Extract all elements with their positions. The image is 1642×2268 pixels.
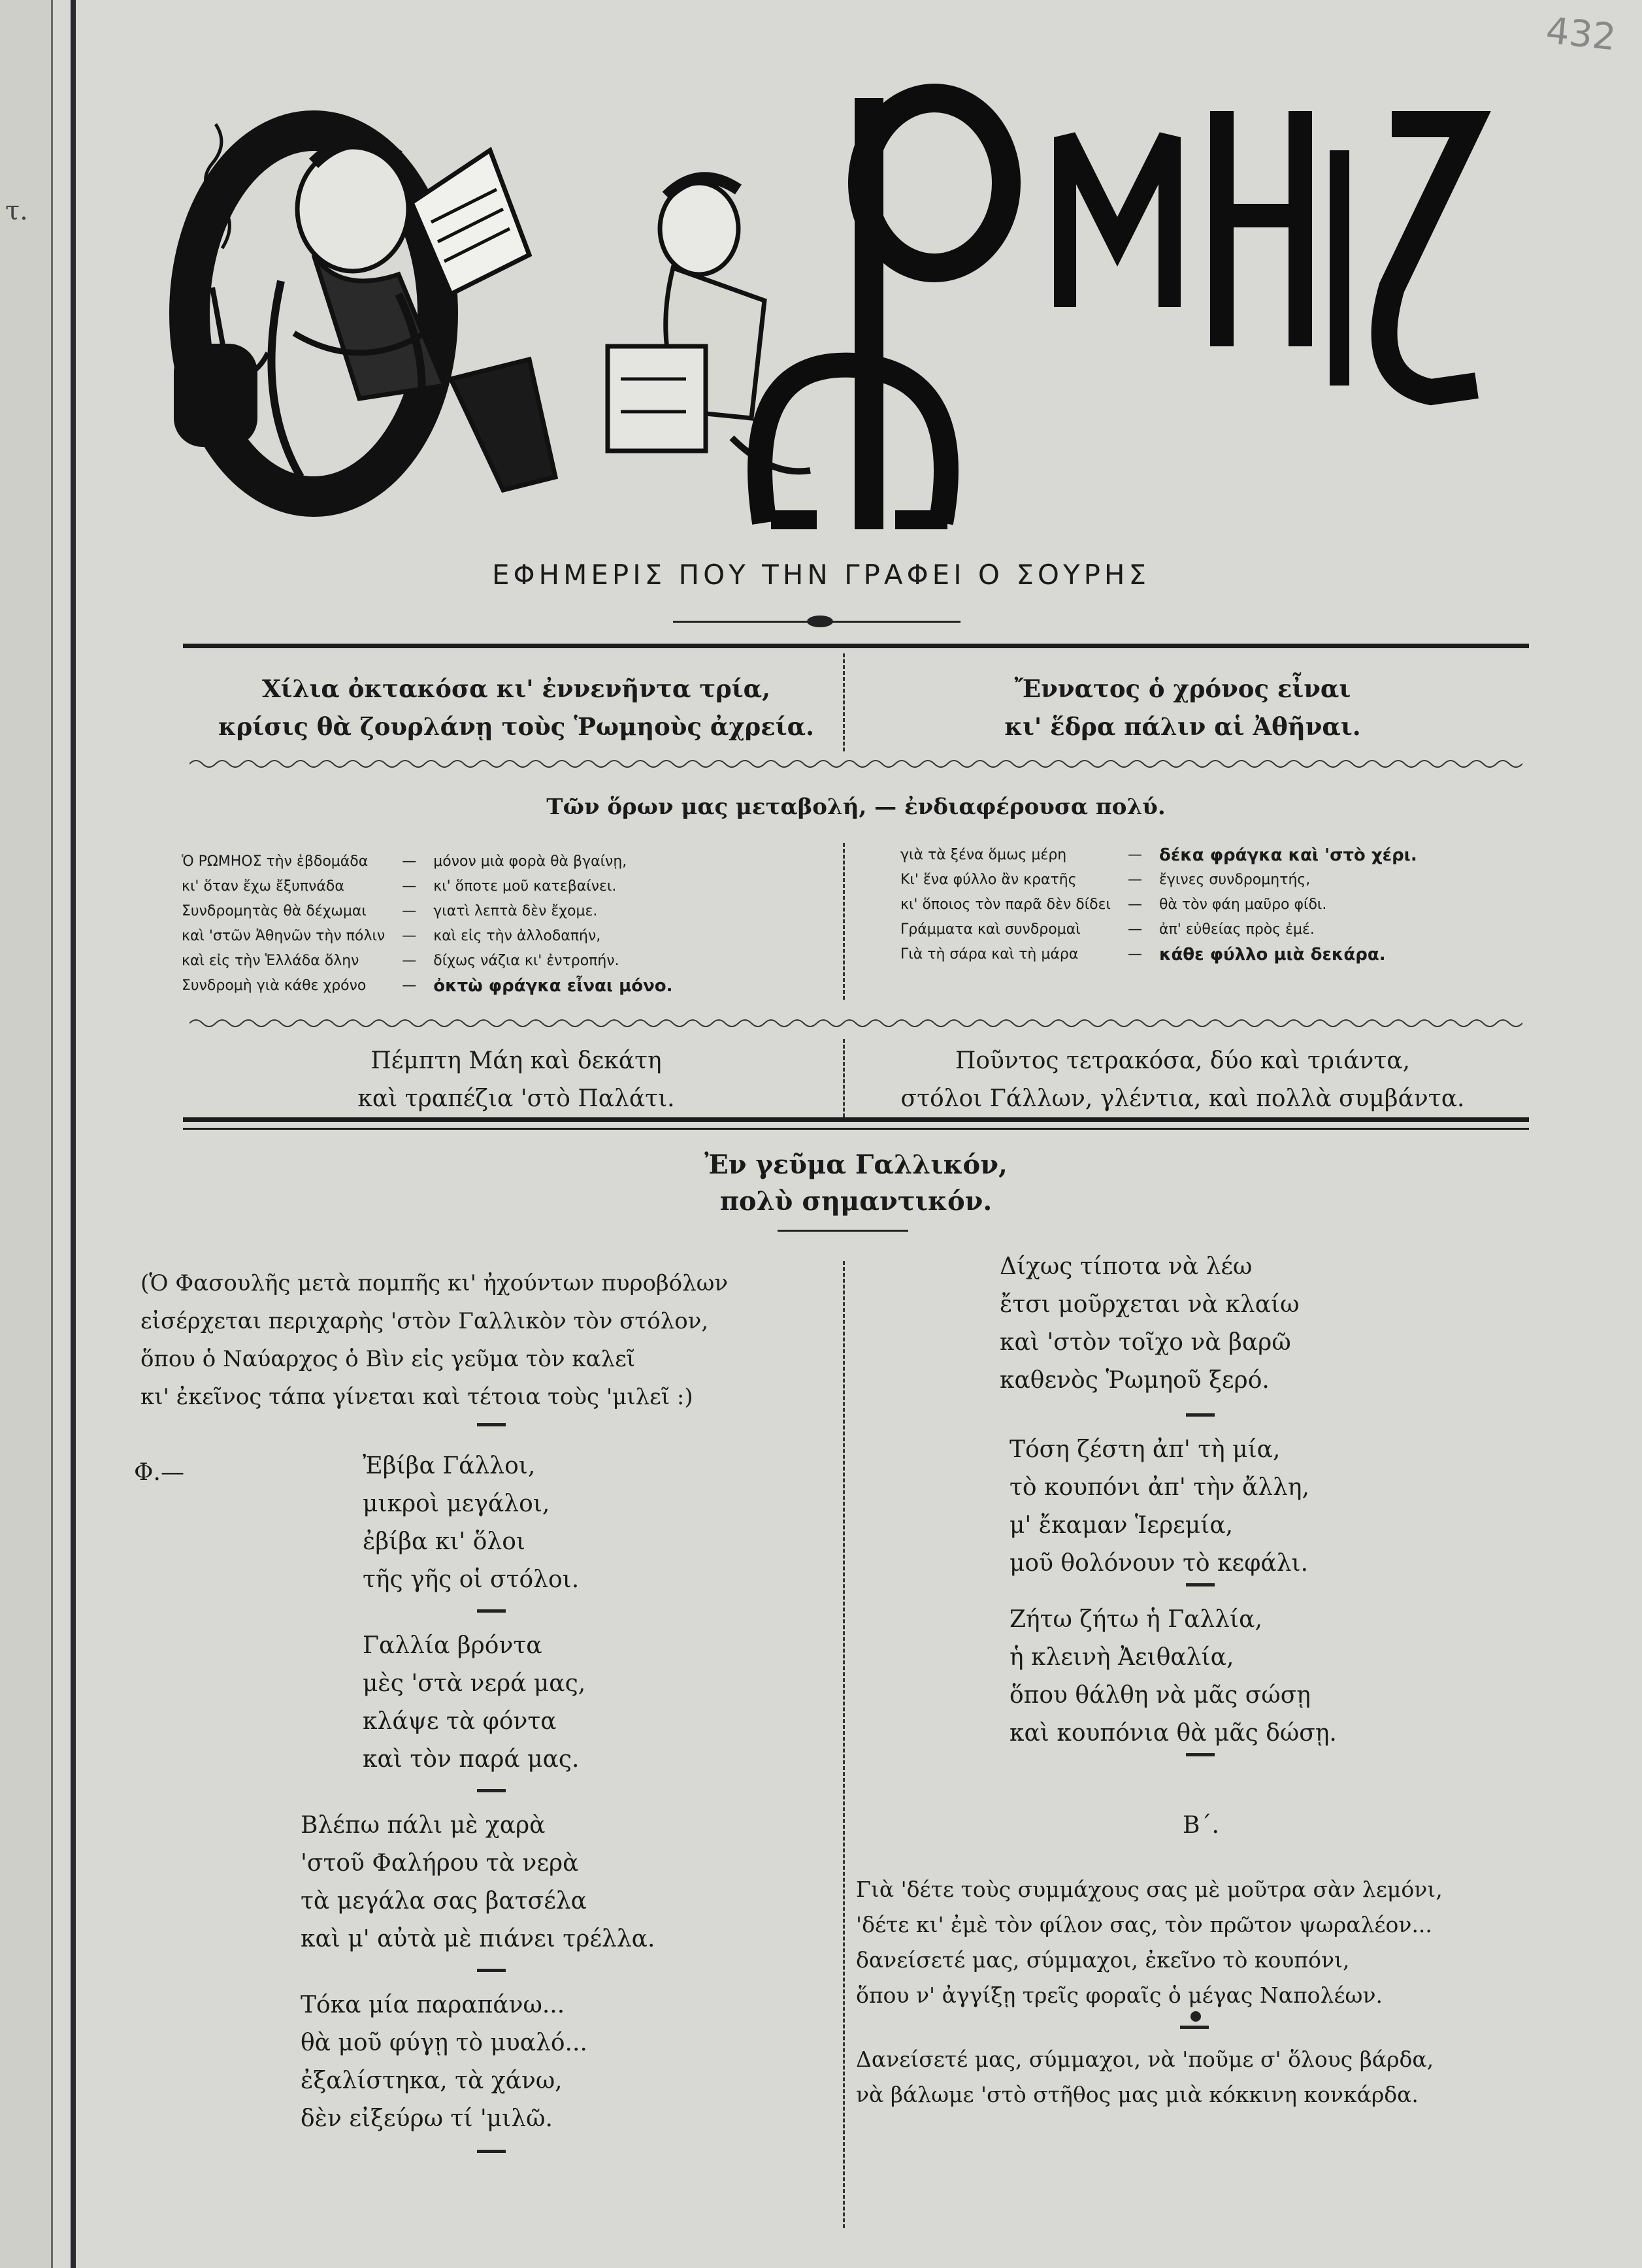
terms-row <box>895 893 1422 917</box>
poem-line: νὰ βάλωμε 'στὸ στῆθος μας μιὰ κόκκινη κονκάρδα. <box>856 2082 1419 2107</box>
right-stanza-1 <box>1000 1248 1299 1400</box>
terms-row <box>895 868 1422 893</box>
folio-number: 432 <box>1544 9 1618 59</box>
poem-line: Δανείσετέ μας, σύμμαχοι, νὰ 'ποῦμε σ' ὅλους βάρδα, <box>856 2046 1434 2072</box>
terms-cell: ἔγινες συνδρομητής, <box>1158 872 1311 888</box>
page-binding <box>0 0 53 2268</box>
terms-dash: — <box>402 853 417 870</box>
title-letters <box>760 98 1477 529</box>
article-title-line: Ἐν γεῦμα Γαλλικόν, <box>704 1149 1008 1180</box>
terms-left-table <box>176 849 678 998</box>
section-b-stanza-1 <box>856 1872 1443 2013</box>
poem-line: Ἐβίβα Γάλλοι, <box>363 1453 536 1479</box>
terms-cell: κι' ὅταν ἔχω ἔξυπνάδα <box>182 878 344 895</box>
terms-cell: γιὰ τὰ ξένα ὅμως μέρη <box>900 847 1067 863</box>
terms-row <box>176 874 678 899</box>
speaker-label: Φ.— <box>134 1459 184 1486</box>
stanza-separator <box>477 1969 506 1972</box>
poem-line: τῆς γῆς οἱ στόλοι. <box>363 1566 580 1593</box>
terms-dash: — <box>402 928 417 944</box>
terms-cell: Συνδρομὴ γιὰ κάθε χρόνο <box>182 978 367 994</box>
masthead-illustration <box>163 72 1503 529</box>
poem-line: ἐξαλίστηκα, τὰ χάνω, <box>301 2067 563 2094</box>
poem-line: ὅπου θάλθη νὰ μᾶς σώσῃ <box>1010 1682 1311 1709</box>
terms-dash: — <box>402 903 417 919</box>
stanza-separator <box>477 1423 506 1426</box>
poem-line: Ζήτω ζήτω ἡ Γαλλία, <box>1010 1606 1262 1633</box>
poem-line: μὲς 'στὰ νερά μας, <box>363 1670 586 1697</box>
left-stanza-2 <box>363 1627 585 1779</box>
poem-line: ἔτσι μοῦρχεται νὰ κλαίω <box>1000 1291 1300 1318</box>
epigraph-line: κι' ἕδρα πάλιν αἱ Ἀθῆναι. <box>1004 712 1361 741</box>
left-stanza-1 <box>363 1447 579 1599</box>
terms-cell: Κι' ἕνα φύλλο ἂν κρατῆς <box>900 872 1077 888</box>
terms-row <box>176 899 678 924</box>
rule-top <box>183 644 1529 648</box>
column-divider <box>843 1039 845 1117</box>
rule-middle-thin <box>183 1128 1529 1130</box>
binding-edge <box>71 0 76 2268</box>
stanza-separator <box>477 1609 506 1613</box>
terms-cell: Συνδρομητὰς θὰ δέχωμαι <box>182 903 367 919</box>
poem-line: δὲν εἰξεύρω τί 'μιλῶ. <box>301 2105 553 2132</box>
section-b-label: Β΄. <box>1183 1812 1219 1839</box>
epigraph-top-right <box>856 670 1509 746</box>
terms-dash: — <box>1127 896 1142 913</box>
terms-dash: — <box>1127 847 1142 863</box>
poem-line: ἡ κλεινὴ Ἀειθαλία, <box>1010 1644 1234 1671</box>
stanza-separator <box>1186 1413 1215 1417</box>
masthead-subtitle: ΕΦΗΜΕΡΙΣ ΠΟΥ ΤΗΝ ΓΡΑΦΕΙ Ο ΣΟΥΡΗΣ <box>491 559 1151 591</box>
terms-cell: γιατὶ λεπτὰ δὲν ἔχομε. <box>433 903 598 919</box>
epigraph-top-left <box>189 670 843 746</box>
terms-cell: καὶ 'στῶν Ἀθηνῶν τὴν πόλιν <box>182 928 386 944</box>
terms-cell: Γιὰ τὴ σάρα καὶ τὴ μάρα <box>900 946 1079 962</box>
terms-cell: θὰ τὸν φάη μαῦρο φίδι. <box>1158 896 1327 913</box>
stanza-separator <box>477 1789 506 1792</box>
epigraph-line: κρίσις θὰ ζουρλάνῃ τοὺς Ῥωμηοὺς ἀχρεία. <box>218 712 815 741</box>
poem-line: 'δέτε κι' ἐμὲ τὸν φίλον σας, τὸν πρῶτον ψωραλέον... <box>856 1912 1432 1937</box>
terms-dash: — <box>1127 872 1142 888</box>
title-underline <box>778 1230 908 1232</box>
stanza-separator <box>1186 1583 1215 1586</box>
margin-mark: τ. <box>5 196 28 226</box>
stage-line: κι' ἐκεῖνος τάπα γίνεται καὶ τέτοια τοὺς 'μιλεῖ :) <box>140 1384 693 1410</box>
epigraph-line: Χίλια ὀκτακόσα κι' ἐννενῆντα τρία, <box>261 674 771 703</box>
stage-line: εἰσέρχεται περιχαρὴς 'στὸν Γαλλικὸν τὸν στόλον, <box>140 1308 709 1334</box>
poem-line: τὸ κουπόνι ἀπ' τὴν ἄλλη, <box>1010 1474 1309 1501</box>
terms-cell: καὶ εἰς τὴν ἀλλοδαπήν, <box>433 928 601 944</box>
terms-cell: κάθε φύλλο μιὰ δεκάρα. <box>1158 945 1386 964</box>
poem-line: Τόκα μία παραπάνω... <box>301 1992 565 2018</box>
terms-cell: Γράμματα καὶ συνδρομαὶ <box>900 921 1081 938</box>
terms-row <box>895 942 1422 967</box>
poem-line: θὰ μοῦ φύγῃ τὸ μυαλό... <box>301 2030 587 2056</box>
epigraph-line: στόλοι Γάλλων, γλέντια, καὶ πολλὰ συμβάντα. <box>900 1085 1465 1112</box>
terms-row <box>176 849 678 874</box>
left-stanza-4 <box>301 1986 587 2138</box>
terms-right-table <box>895 843 1422 967</box>
terms-cell: κι' ὅποτε μοῦ κατεβαίνει. <box>433 878 617 895</box>
terms-cell: Ὁ ΡΩΜΗΟΣ τὴν ἑβδομάδα <box>182 853 369 870</box>
column-divider <box>843 653 845 751</box>
left-stanza-3 <box>301 1807 655 1958</box>
terms-row <box>176 924 678 949</box>
poem-line: τὰ μεγάλα σας βατσέλα <box>301 1888 587 1915</box>
epigraph-bottom-right <box>856 1042 1509 1118</box>
stanza-separator <box>1186 1753 1215 1756</box>
poem-line: μ' ἔκαμαν Ἱερεμία, <box>1010 1512 1234 1539</box>
poem-line: 'στοῦ Φαλήρου τὰ νερὰ <box>301 1850 579 1877</box>
article-title <box>183 1147 1529 1220</box>
poem-line: καὶ 'στὸν τοῖχο νὰ βαρῶ <box>1000 1329 1291 1356</box>
terms-dash: — <box>402 878 417 895</box>
poem-line: μοῦ θολόνουν τὸ κεφάλι. <box>1010 1550 1309 1577</box>
ornament-dot <box>807 616 833 627</box>
terms-dash: — <box>402 978 417 994</box>
terms-row <box>176 949 678 974</box>
right-stanza-2 <box>1010 1431 1309 1583</box>
poem-line: καθενὸς Ῥωμηοῦ ξερό. <box>1000 1367 1270 1394</box>
terms-cell: ὀκτὼ φράγκα εἶναι μόνο. <box>433 976 673 996</box>
poem-line: Τόση ζέστη ἀπ' τὴ μία, <box>1010 1436 1281 1463</box>
terms-cell: δίχως νάζια κι' ἐντροπήν. <box>433 953 619 969</box>
poem-line: Γαλλία βρόντα <box>363 1632 542 1659</box>
poem-line: Βλέπω πάλι μὲ χαρὰ <box>301 1812 546 1839</box>
stage-line: ὅπου ὁ Ναύαρχος ὁ Βὶν εἰς γεῦμα τὸν καλεῖ <box>140 1346 636 1372</box>
wavy-rule <box>189 1016 1522 1030</box>
poem-line: κλάψε τὰ φόντα <box>363 1708 557 1735</box>
stage-direction <box>140 1264 833 1416</box>
column-divider <box>843 1261 845 2228</box>
section-b-stanza-2 <box>856 2042 1434 2112</box>
terms-cell: δέκα φράγκα καὶ 'στὸ χέρι. <box>1158 846 1417 865</box>
rule-middle <box>183 1117 1529 1122</box>
stage-line: (Ὁ Φασουλῆς μετὰ πομπῆς κι' ἠχούντων πυροβόλων <box>140 1270 729 1296</box>
boy-figure-icon <box>608 178 810 471</box>
poem-line: καὶ μ' αὐτὰ μὲ πιάνει τρέλλα. <box>301 1926 655 1952</box>
terms-cell: καὶ εἰς τὴν Ἑλλάδα ὅλην <box>182 953 359 969</box>
wavy-rule <box>189 757 1522 771</box>
poem-line: ὅπου ν' ἀγγίξῃ τρεῖς φοραῖς ὁ μέγας Ναπολέων. <box>856 1982 1383 2008</box>
poem-line: Γιὰ 'δέτε τοὺς συμμάχους σας μὲ μοῦτρα σὰν λεμόνι, <box>856 1877 1443 1902</box>
poem-line: Δίχως τίποτα νὰ λέω <box>1000 1253 1253 1280</box>
terms-row <box>895 917 1422 942</box>
stanza-separator <box>477 2150 506 2153</box>
poem-line: ἐβίβα κι' ὅλοι <box>363 1528 526 1555</box>
terms-cell: κι' ὅποιος τὸν παρᾶ δὲν δίδει <box>900 896 1111 913</box>
poem-line: καὶ τὸν παρά μας. <box>363 1746 580 1773</box>
epigraph-bottom-left <box>189 1042 843 1118</box>
right-stanza-3 <box>1010 1601 1337 1752</box>
terms-cell: ἀπ' εὐθείας πρὸς ἐμέ. <box>1158 921 1315 938</box>
terms-dash: — <box>1127 921 1142 938</box>
masthead <box>163 72 1503 529</box>
article-title-line: πολὺ σημαντικόν. <box>719 1186 993 1217</box>
column-divider <box>843 843 845 1000</box>
poem-line: μικροὶ μεγάλοι, <box>363 1490 550 1517</box>
terms-heading: Τῶν ὅρων μας μεταβολή, — ἐνδιαφέρουσα πολύ. <box>546 794 1166 820</box>
section-dot <box>1190 2011 1201 2022</box>
epigraph-line: Πέμπτη Μάη καὶ δεκάτη <box>370 1047 662 1074</box>
epigraph-line: Ἔννατος ὁ χρόνος εἶναι <box>1014 674 1351 703</box>
poem-line: δανείσετέ μας, σύμμαχοι, ἐκεῖνο τὸ κουπόνι, <box>856 1947 1350 1973</box>
terms-cell: μόνον μιὰ φορὰ θὰ βγαίνῃ, <box>433 853 627 870</box>
terms-dash: — <box>1127 946 1142 962</box>
epigraph-line: Ποῦντος τετρακόσα, δύο καὶ τριάντα, <box>955 1047 1411 1074</box>
terms-row <box>176 974 678 998</box>
terms-dash: — <box>402 953 417 969</box>
terms-row <box>895 843 1422 868</box>
epigraph-line: καὶ τραπέζια 'στὸ Παλάτι. <box>357 1085 675 1112</box>
stanza-separator <box>1180 2026 1209 2029</box>
poem-line: καὶ κουπόνια θὰ μᾶς δώσῃ. <box>1010 1720 1337 1747</box>
